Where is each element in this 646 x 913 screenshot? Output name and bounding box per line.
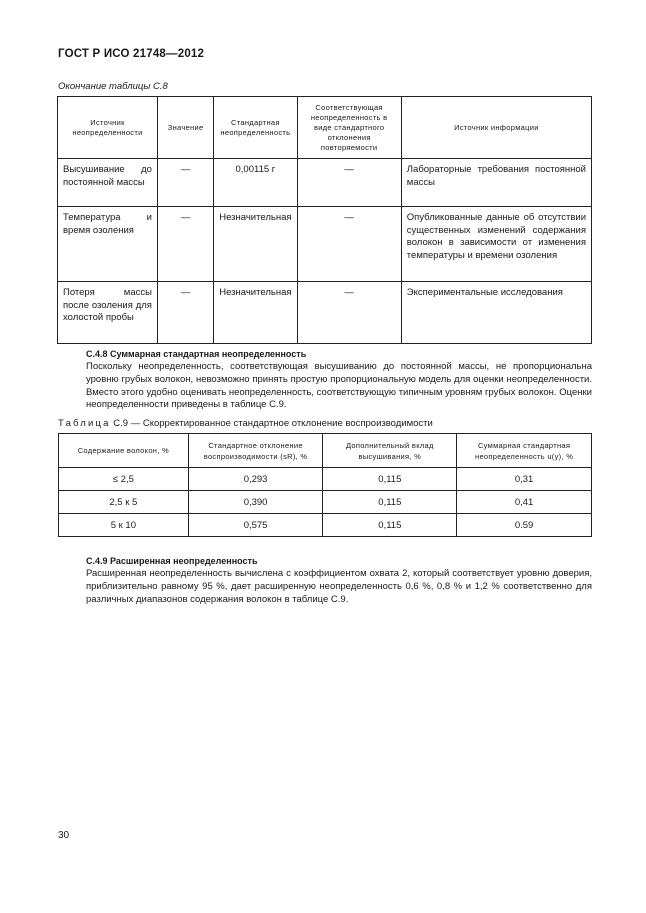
table-cell-content: 5 к 10 bbox=[59, 514, 189, 537]
table-cell-source: Температура и время озоления bbox=[58, 207, 158, 282]
table-cell-total: 0,31 bbox=[457, 468, 592, 491]
table-c9-col-sr: Стандартное отклонение воспроизводимости (sR), % bbox=[188, 434, 323, 468]
table-cell-drying: 0,115 bbox=[323, 514, 457, 537]
table-cell-std-uncertainty: Незначительная bbox=[214, 282, 297, 344]
table-cell-drying: 0,115 bbox=[323, 468, 457, 491]
page-number: 30 bbox=[58, 830, 70, 841]
table-row bbox=[58, 282, 592, 344]
table-c9-col-content: Содержание волокон, % bbox=[59, 434, 189, 468]
table-row bbox=[59, 491, 592, 514]
table-cell-repeatability: — bbox=[297, 282, 401, 344]
table-row bbox=[58, 159, 592, 207]
section-c48-paragraph bbox=[58, 361, 592, 412]
table-row bbox=[58, 207, 592, 282]
table-c9-header-row bbox=[59, 434, 592, 468]
table-cell-content: ≤ 2,5 bbox=[59, 468, 189, 491]
table-c9-caption-label: Таблица bbox=[58, 418, 111, 429]
table-cell-sr: 0,390 bbox=[188, 491, 323, 514]
table-cell-std-uncertainty: Незначительная bbox=[214, 207, 297, 282]
table-cell-info: Экспериментальные исследования bbox=[401, 282, 591, 344]
table-c8-col-info: Источник информации bbox=[401, 97, 591, 159]
table-c8-col-std-uncertainty: Стандартная неопределенность bbox=[214, 97, 297, 159]
table-c8-col-source: Источник неопределенности bbox=[58, 97, 158, 159]
table-cell-repeatability: — bbox=[297, 207, 401, 282]
table-cell-drying: 0,115 bbox=[323, 491, 457, 514]
document-title: ГОСТ Р ИСО 21748—2012 bbox=[58, 48, 205, 60]
table-c9-col-total: Суммарная стандартная неопределенность u(y), % bbox=[457, 434, 592, 468]
table-c9-col-drying: Дополнительный вклад высушивания, % bbox=[323, 434, 457, 468]
table-c9-caption-text: С.9 — Скорректированное стандартное отклонение воспроизводимости bbox=[110, 418, 433, 429]
table-cell-source: Высушивание до постоянной массы bbox=[58, 159, 158, 207]
table-cell-value: — bbox=[157, 282, 213, 344]
section-c49-text: Расширенная неопределенность вычислена с коэффициентом охвата 2, который соответствует уровню доверия, приблизительно равному 95 %, дает расширенную неопределенность 0,6 %, 0,8 % и 1,2 % соответственно для различных диапазонов содержания волокон в таблице С.9. bbox=[86, 568, 592, 605]
table-c8-header-row bbox=[58, 97, 592, 159]
section-c48-heading: С.4.8 Суммарная стандартная неопределенность bbox=[86, 349, 307, 359]
table-row bbox=[59, 514, 592, 537]
table-c8 bbox=[57, 96, 592, 344]
table-c9-caption bbox=[58, 418, 433, 429]
table-cell-info: Лабораторные требования постоянной массы bbox=[401, 159, 591, 207]
table-c8-col-value: Значение bbox=[157, 97, 213, 159]
table-cell-std-uncertainty: 0,00115 г bbox=[214, 159, 297, 207]
table-cell-content: 2,5 к 5 bbox=[59, 491, 189, 514]
table-cell-total: 0,41 bbox=[457, 491, 592, 514]
table-cell-info: Опубликованные данные об отсутствии существенных изменений содержания волокон в зависимости от изменения температуры и времени озоления bbox=[401, 207, 591, 282]
section-c49-heading: С.4.9 Расширенная неопределенность bbox=[86, 556, 258, 566]
section-c49-paragraph bbox=[58, 568, 592, 606]
table-cell-value: — bbox=[157, 207, 213, 282]
table-cell-sr: 0,293 bbox=[188, 468, 323, 491]
table-cell-repeatability: — bbox=[297, 159, 401, 207]
table-cell-source: Потеря массы после озоления для холостой пробы bbox=[58, 282, 158, 344]
section-c48-text: Поскольку неопределенность, соответствующая высушиванию до постоянной массы, не пропорциональна уровню грубых волокон, невозможно принять простую пропорциональную модель для оценки неопределенности. Вместо этого удобно оценивать неопределенность, соответствующую типичным уровням грубых волокон. Оценки неопределенности приведены в таблице С.9. bbox=[86, 361, 592, 411]
table-c9 bbox=[58, 433, 592, 537]
table-cell-value: — bbox=[157, 159, 213, 207]
table-cell-sr: 0,575 bbox=[188, 514, 323, 537]
table-c8-col-repeatability: Соответствующая неопределенность в виде стандартного отклонения повторяемости bbox=[297, 97, 401, 159]
table-row bbox=[59, 468, 592, 491]
table-cell-total: 0.59 bbox=[457, 514, 592, 537]
table-c8-caption: Окончание таблицы С.8 bbox=[58, 81, 168, 92]
